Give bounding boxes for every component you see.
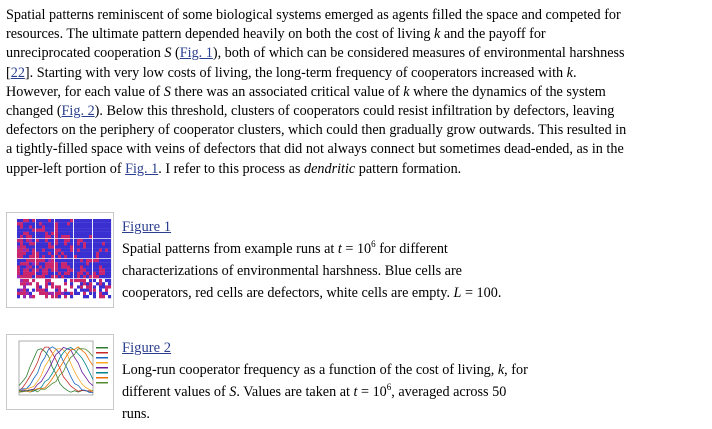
text: changed (	[6, 103, 62, 120]
figure-1-thumbnail[interactable]	[6, 212, 114, 308]
var-l: L	[453, 285, 462, 301]
text: , for	[504, 362, 528, 378]
text: . Values are taken at	[236, 384, 354, 400]
var-k: k	[434, 26, 441, 43]
caption-line	[122, 260, 501, 282]
text: ). Below this threshold, clusters of cooperators could resist infiltration by defectors, leaving	[94, 103, 615, 120]
citation-link[interactable]: 22	[10, 64, 25, 81]
para-line-2	[6, 25, 706, 44]
text: runs.	[122, 406, 150, 422]
figure-2-thumbnail[interactable]	[6, 334, 114, 410]
exponent: 6	[371, 239, 376, 249]
fig1-link[interactable]: Fig. 1	[179, 45, 213, 62]
text: cooperators, red cells are defectors, white cells are empty.	[122, 285, 454, 301]
text: where the dynamics of the system	[409, 83, 606, 100]
text: = 100.	[461, 285, 502, 301]
text: upper-left portion of	[6, 160, 126, 177]
text: ]. Starting with very low costs of living, the long-term frequency of cooperators increased with	[24, 64, 567, 81]
text: resources. The ultimate pattern depended heavily on both the cost of living	[6, 26, 435, 43]
var-s: S	[229, 384, 237, 400]
figure-1-caption	[122, 216, 501, 304]
text: different values of	[122, 384, 230, 400]
text: = 10	[341, 241, 372, 257]
figure-2-caption	[122, 337, 528, 425]
text: Long-run cooperator frequency as a function of the cost of living,	[122, 362, 498, 378]
text: . I refer to this process as	[158, 160, 304, 177]
frequency-plot-image	[7, 335, 113, 409]
para-line-1	[6, 6, 706, 25]
text: .	[572, 64, 577, 81]
text: , averaged across 50	[391, 384, 507, 400]
text: and the payoff for	[440, 26, 546, 43]
text: Spatial patterns from example runs at	[122, 241, 338, 257]
text: for different	[375, 241, 448, 257]
text: However, for each value of	[6, 83, 164, 100]
text: defectors on the periphery of cooperator clusters, which could then gradually grow outwards. This resulted in	[6, 122, 627, 139]
figure-2-title-link[interactable]: Figure 2	[122, 340, 172, 356]
para-line-7	[6, 121, 706, 140]
caption-line	[122, 282, 501, 304]
para-line-6	[6, 102, 706, 121]
var-s: S	[163, 83, 171, 100]
para-line-3: unreciprocated cooperation S (Fig. 1), both of which can be considered measures of environmental harshness	[6, 45, 625, 62]
var-k: k	[497, 362, 505, 378]
text: unreciprocated cooperation	[6, 45, 165, 62]
emphasis: dendritic	[304, 160, 356, 177]
text: ), both of which can be considered measures of environmental harshness	[212, 45, 625, 62]
spatial-pattern-image	[7, 213, 113, 307]
caption-line	[122, 381, 528, 403]
caption-line	[122, 359, 528, 381]
fig2-link[interactable]: Fig. 2	[61, 103, 95, 120]
exponent: 6	[386, 382, 392, 392]
para-line-8	[6, 140, 706, 159]
var-t: t	[337, 241, 342, 257]
text: there was an associated critical value of	[170, 83, 404, 100]
caption-line	[122, 238, 501, 260]
text: = 10	[357, 384, 387, 400]
var-t: t	[353, 384, 358, 400]
figure-1	[0, 212, 712, 312]
fig1-link-2[interactable]: Fig. 1	[125, 160, 159, 177]
text: Spatial patterns reminiscent of some biological systems emerged as agents filled the space and competed for	[6, 7, 621, 23]
var-k: k	[403, 83, 410, 100]
para-line-4: [22]. Starting with very low costs of living, the long-term frequency of cooperators increased with k.	[6, 64, 577, 81]
caption-line	[122, 403, 528, 425]
text: characterizations of environmental harshness. Blue cells are	[122, 263, 462, 279]
body-paragraph	[6, 6, 706, 179]
figure-2	[0, 334, 712, 426]
text: a tightly-filled space with veins of defectors that did not always connect but sometimes dead-ended, as in the	[6, 141, 624, 158]
para-line-5	[6, 83, 706, 102]
var-k: k	[566, 64, 573, 81]
var-s: S	[164, 45, 172, 62]
figure-1-title-link[interactable]: Figure 1	[122, 219, 172, 235]
para-line-9	[6, 160, 706, 179]
text: pattern formation.	[355, 160, 462, 177]
